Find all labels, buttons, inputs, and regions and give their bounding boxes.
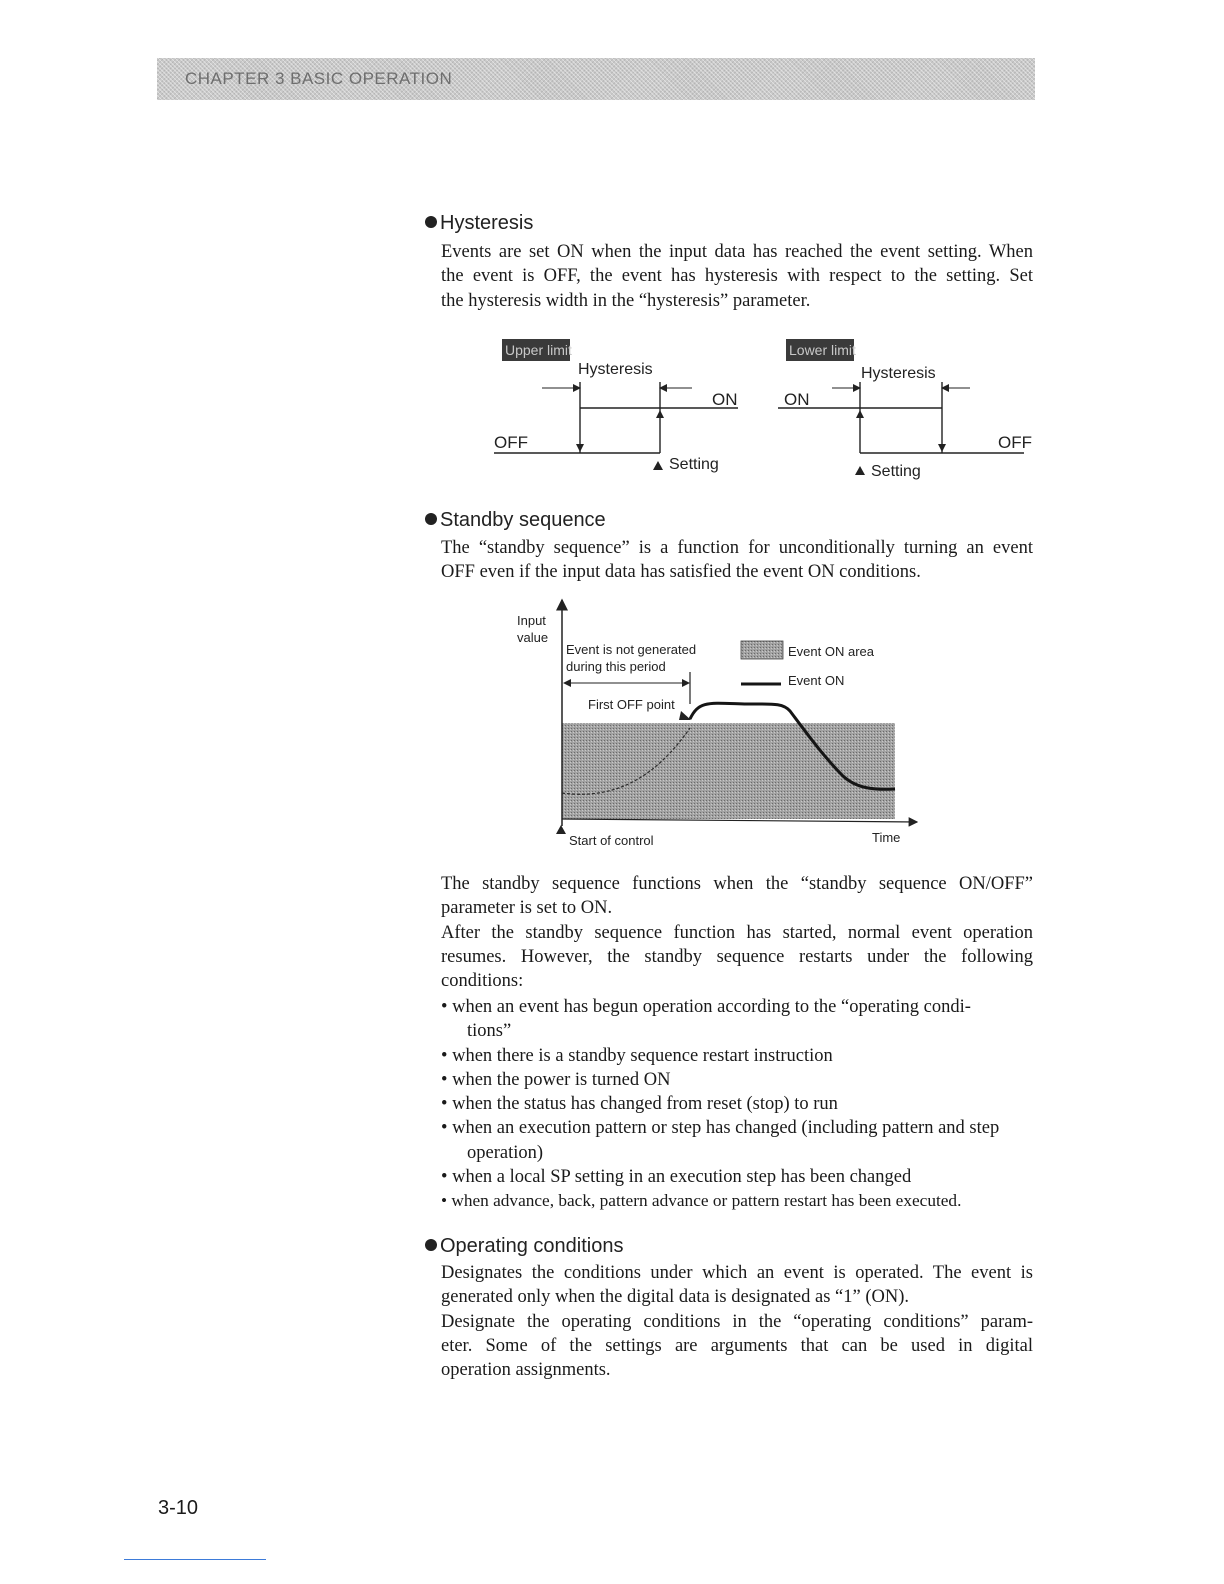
list-item: • when the power is turned ON (441, 1069, 671, 1090)
first-off-arrow-icon (679, 711, 691, 720)
hysteresis-paragraph: Events are set ON when the input data has reached the event setting. When the event is OFF, the event has hysteresis with respect to the setting. Set the hysteresis width in the “hysteresis” parameter. (441, 242, 1033, 311)
list-item: • when a local SP setting in an execution step has been changed (441, 1167, 912, 1188)
first-off-point-label: First OFF point (588, 697, 675, 712)
list-item: • when there is a standby sequence restart instruction (441, 1045, 833, 1066)
time-axis-label: Time (872, 830, 901, 845)
lower-setting-label: Setting (871, 463, 921, 480)
list-item: • when the status has changed from reset (stop) to run (441, 1094, 838, 1115)
standby-intro-paragraph: The “standby sequence” is a function for unconditionally turning an event OFF even if the input data has satisfied the event ON conditions. (441, 538, 1033, 583)
lower-off-label: OFF (998, 433, 1032, 452)
period-note-1: Event is not generated (566, 642, 697, 657)
period-note-2: during this period (566, 659, 666, 674)
page-number: 3-10 (158, 1497, 199, 1519)
bullet-dot-icon (425, 216, 437, 228)
hysteresis-heading: Hysteresis (425, 212, 533, 235)
legend-line-label: Event ON (788, 673, 845, 688)
event-on-area (562, 723, 895, 819)
start-marker-icon (556, 825, 566, 834)
hysteresis-diagrams (480, 335, 1040, 485)
lower-on-label: ON (784, 390, 810, 409)
legend-area-swatch (741, 641, 783, 659)
restart-conditions-list (441, 995, 1033, 1214)
chapter-header-bar (157, 58, 1035, 100)
upper-limit-badge-label: Upper limit (505, 342, 572, 358)
lower-hysteresis-label: Hysteresis (861, 365, 936, 382)
standby-body-paragraph: The standby sequence functions when the “standby sequence ON/OFF” parameter is set to ON. After the standby sequence function has started, normal event operation resumes. However, the standby sequence restarts under the following conditions: (441, 874, 1033, 992)
list-item: • when advance, back, pattern advance or pattern restart has been executed. (441, 1191, 962, 1211)
bullet-dot-icon (425, 1239, 437, 1251)
standby-sequence-figure (505, 596, 935, 854)
y-axis-label-2: value (517, 630, 549, 645)
lower-limit-badge-label: Lower limit (789, 342, 856, 358)
upper-off-label: OFF (494, 433, 528, 452)
operating-heading: Operating conditions (425, 1235, 623, 1258)
upper-on-label: ON (712, 390, 738, 409)
y-axis-label-1: Input (517, 613, 546, 628)
legend-area-label: Event ON area (788, 644, 874, 659)
upper-hysteresis-label: Hysteresis (578, 361, 653, 378)
bullet-dot-icon (425, 513, 437, 525)
list-item: • when an execution pattern or step has changed (including pattern and step operation) (441, 1118, 1000, 1163)
upper-setting-label: Setting (669, 456, 719, 473)
standby-heading: Standby sequence (425, 509, 606, 532)
chapter-title: CHAPTER 3 BASIC OPERATION (185, 69, 453, 88)
list-item: • when an event has begun operation according to the “operating condi- tions” (441, 997, 971, 1042)
footer-rule (124, 1559, 266, 1560)
upper-limit-diagram (494, 339, 738, 473)
lower-limit-diagram (778, 339, 1032, 480)
start-of-control-label: Start of control (569, 833, 654, 848)
upper-setting-marker-icon (653, 461, 663, 470)
lower-setting-marker-icon (855, 466, 865, 475)
x-axis (562, 819, 917, 822)
operating-paragraph: Designates the conditions under which an event is operated. The event is generated only when the digital data is designated as “1” (ON). Designate the operating conditions in the “operating conditions” param- eter. Some of the settings are arguments that can be used in digital operation assignments. (441, 1263, 1033, 1381)
